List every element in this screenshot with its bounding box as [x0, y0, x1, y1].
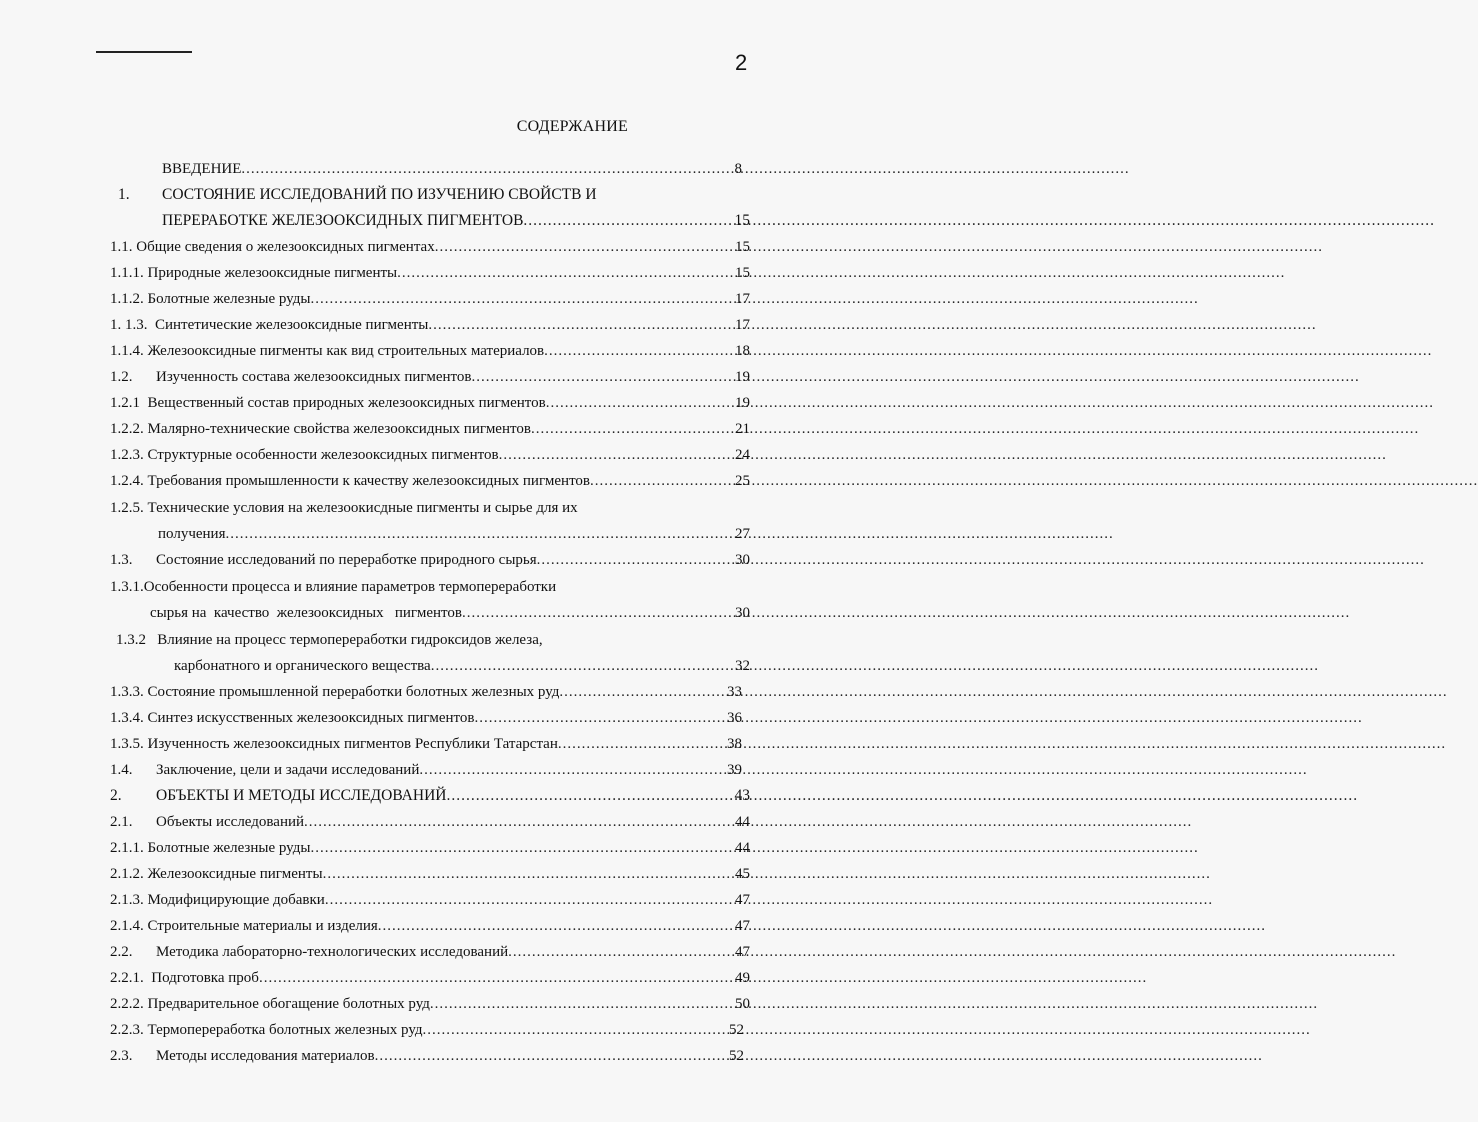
- toc-entry: 1.3.3. Состояние промышленной переработки болотных железных руд ..... 33: [110, 681, 742, 703]
- toc-entry: 1.1.4. Железооксидные пигменты как вид строительных материалов ..... 18: [110, 340, 750, 362]
- toc-entry: 2. ОБЪЕКТЫ И МЕТОДЫ ИССЛЕДОВАНИЙ ..... 43: [110, 785, 750, 807]
- toc-entry: [110, 497, 578, 519]
- toc-entry: 1.3.4. Синтез искусственных железооксидных пигментов ..... 36: [110, 707, 742, 729]
- toc-entry: 1.1.1. Природные железооксидные пигменты ..... 15: [110, 262, 750, 284]
- toc-entry: 2.2.1. Подготовка проб ..... 49: [110, 967, 750, 989]
- toc-entry: 1.2. Изученность состава железооксидных пигментов ..... 19: [110, 366, 750, 388]
- toc-entry: 2.2.2. Предварительное обогащение болотных руд ..... 50: [110, 993, 750, 1015]
- toc-entry-text: Особенности процесса и влияние параметров термопереработки: [143, 579, 557, 595]
- toc-entry-text: Влияние на процесс термопереработки гидроксидов железа,: [157, 632, 543, 648]
- toc-entry: 1.2.4. Требования промышленности к качеству железооксидных пигментов ..... 25: [110, 470, 750, 492]
- toc-entry: 1.3. Состояние исследований по переработке природного сырья ..... 30: [110, 549, 750, 571]
- page-title: СОДЕРЖАНИЕ: [516, 118, 628, 135]
- toc-entry: сырья на качество железооксидных пигментов ..... 30: [150, 602, 750, 624]
- toc-entry: 1.2.1 Вещественный состав природных железооксидных пигментов ..... 19: [110, 392, 750, 414]
- toc-entry: карбонатного и органического вещества ..... 32: [174, 655, 750, 677]
- toc-entry: ВВЕДЕНИЕ ..... 8: [162, 158, 742, 180]
- page-number: 2: [735, 50, 748, 75]
- toc-entry-number: 1.3.2: [116, 632, 146, 648]
- toc-entry: 1.2.2. Малярно-технические свойства железооксидных пигментов ..... 21: [110, 418, 750, 440]
- toc-entry: 1. 1.3. Синтетические железооксидные пигменты ..... 17: [110, 314, 750, 336]
- toc-entry-text: СОСТОЯНИЕ ИССЛЕДОВАНИЙ ПО ИЗУЧЕНИЮ СВОЙСТВ И: [162, 186, 597, 203]
- toc-entry: 1.4. Заключение, цели и задачи исследований ..... 39: [110, 759, 742, 781]
- toc-entry-number: 1.: [118, 186, 130, 203]
- toc-entry: получения ..... 27: [158, 523, 750, 545]
- toc-entry: 1.1.2. Болотные железные руды ..... 17: [110, 288, 750, 310]
- toc-entry: 2.1.2. Железооксидные пигменты ..... 45: [110, 863, 750, 885]
- toc-entry: 2.1. Объекты исследований ..... 44: [110, 811, 750, 833]
- toc-entry-text: Технические условия на железоокисдные пигменты и сырье для их: [147, 500, 578, 516]
- toc-entry: [110, 576, 556, 598]
- toc-entry: 2.1.1. Болотные железные руды ..... 44: [110, 837, 750, 859]
- toc-entry: 2.1.4. Строительные материалы и изделия ..... 47: [110, 915, 750, 937]
- toc-entry: 2.2.3. Термопереработка болотных железных руд ..... 52: [110, 1019, 744, 1041]
- toc-entry: 1.1. Общие сведения о железооксидных пигментах ..... 15: [110, 236, 750, 258]
- toc-entry: 2.3. Методы исследования материалов ..... 52: [110, 1045, 744, 1067]
- toc-entry-number: 1.2.5.: [110, 500, 144, 516]
- toc-entry-number: 1.3.1.: [110, 579, 144, 595]
- toc-entry: ПЕРЕРАБОТКЕ ЖЕЛЕЗООКСИДНЫХ ПИГМЕНТОВ ..... 15: [162, 210, 750, 232]
- toc-entry: 2.1.3. Модифицирующие добавки ..... 47: [110, 889, 750, 911]
- toc-entry: [116, 629, 543, 651]
- toc-entry: 2.2. Методика лабораторно-технологических исследований ..... 47: [110, 941, 750, 963]
- toc-entry: 1.3.5. Изученность железооксидных пигментов Республики Татарстан ..... 38: [110, 733, 742, 755]
- toc-entry: 1.2.3. Структурные особенности железооксидных пигментов ..... 24: [110, 444, 750, 466]
